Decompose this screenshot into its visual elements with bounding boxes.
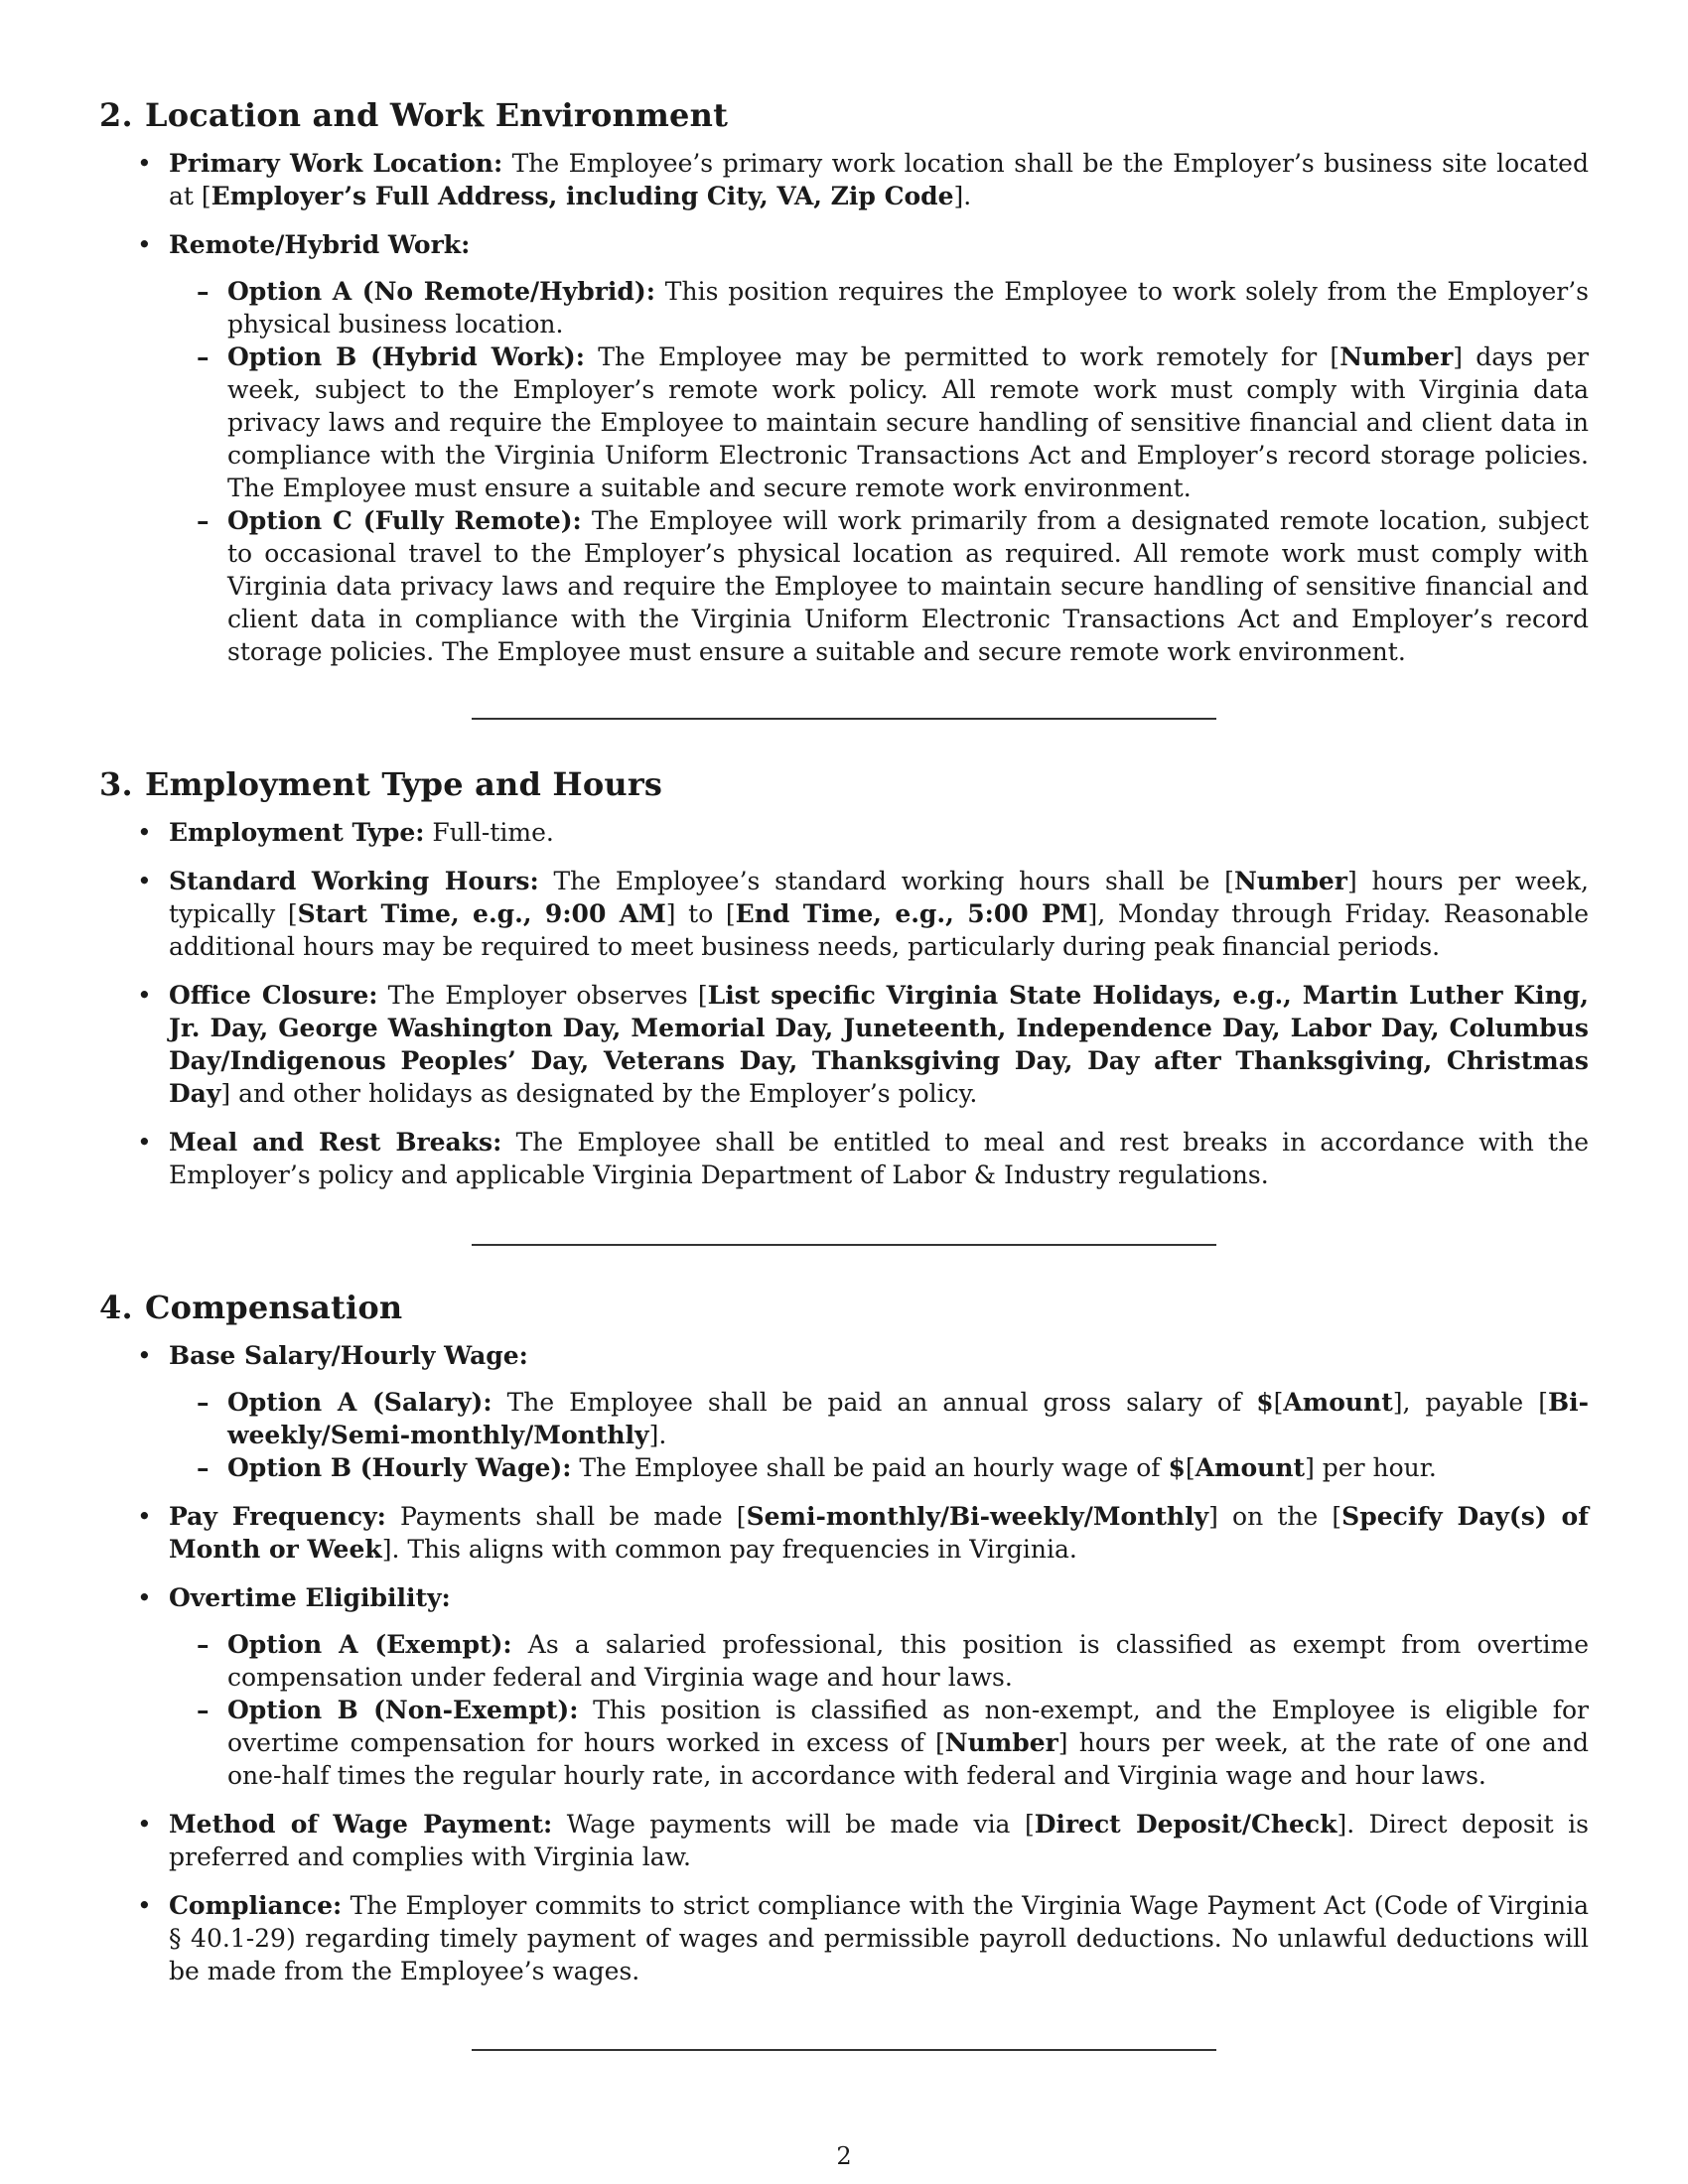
section-items xyxy=(99,147,1589,668)
list-item-pay-frequency xyxy=(99,1500,1589,1566)
list-item-method-of-wage-payment xyxy=(99,1808,1589,1873)
item-text: ] to [ xyxy=(665,899,736,928)
option-a-exempt xyxy=(167,1628,1589,1694)
item-text: ]. This aligns with common pay frequencies in Virginia. xyxy=(381,1535,1077,1564)
list-item-standard-working-hours xyxy=(99,865,1589,963)
option-c-fully-remote xyxy=(167,504,1589,668)
list-item-overtime-eligibility xyxy=(99,1581,1589,1792)
item-label: Pay Frequency: xyxy=(169,1502,386,1531)
section-divider xyxy=(472,1244,1216,1246)
item-text: Full-time. xyxy=(424,818,554,847)
placeholder-field: Amount xyxy=(1195,1453,1306,1482)
list-item-remote-hybrid-work xyxy=(99,228,1589,668)
section-location-work-environment xyxy=(99,95,1589,684)
item-text: Wage payments will be made via [ xyxy=(552,1810,1035,1839)
item-text: The Employee shall be entitled to meal and rest breaks in accordance with the Employer’s policy and applicable Virginia Department of Labor & Industry regulations. xyxy=(169,1128,1589,1189)
option-label: Option B (Hybrid Work): xyxy=(227,342,585,371)
section-items xyxy=(99,816,1589,1191)
placeholder-field: Direct Deposit/Check xyxy=(1034,1810,1337,1839)
option-text: The Employee may be permitted to work remotely for [ xyxy=(585,342,1340,371)
list-item-base-salary-hourly-wage xyxy=(99,1339,1589,1484)
section-divider xyxy=(472,718,1216,720)
placeholder-field: List specific Virginia State Holidays, e.g., Martin Luther King, Jr. Day, George Washington Day, Memorial Day, Juneteenth, Independence Day, Labor Day, Columbus Day/Indigenous Peoples’ Day, Veterans Day, Thanksgiving Day, Day after Thanksgiving, Christmas Day xyxy=(169,981,1589,1108)
item-text: ] and other holidays as designated by the Employer’s policy. xyxy=(220,1079,978,1108)
section-number: 2. xyxy=(99,96,133,134)
item-label: Base Salary/Hourly Wage: xyxy=(169,1341,528,1370)
section-heading xyxy=(99,95,1589,135)
option-b-hybrid xyxy=(167,341,1589,504)
list-item-primary-work-location xyxy=(99,147,1589,212)
option-text: This position is classified as non-exempt, and the Employee is eligible for overtime compensation for hours worked in excess of [ xyxy=(227,1696,1589,1757)
section-heading xyxy=(99,764,1589,804)
section-title: Employment Type and Hours xyxy=(145,765,663,803)
section-title: Compensation xyxy=(145,1289,403,1326)
placeholder-field: Amount xyxy=(1283,1388,1393,1417)
currency-symbol: $ xyxy=(1256,1388,1274,1417)
placeholder-field: Number xyxy=(1339,342,1454,371)
option-text: ] per hour. xyxy=(1305,1453,1437,1482)
option-label: Option B (Non-Exempt): xyxy=(227,1696,579,1724)
option-text: ] days per week, subject to the Employer’s remote work policy. All remote work must comply with Virginia data privacy laws and require the Employee to maintain secure handling of sensitive financial and client data in compliance with the Virginia Uniform Electronic Transactions Act and Employer’s record storage policies. The Employee must ensure a suitable and secure remote work environment. xyxy=(227,342,1589,502)
item-label: Office Closure: xyxy=(169,981,378,1010)
placeholder-field: Semi-monthly/Bi-weekly/Monthly xyxy=(746,1502,1209,1531)
option-list xyxy=(169,1628,1589,1792)
currency-symbol: $ xyxy=(1168,1453,1186,1482)
section-heading xyxy=(99,1288,1589,1327)
placeholder-field: Specify Day(s) of Month or Week xyxy=(169,1502,1589,1564)
placeholder-field: Bi-weekly/Semi-monthly/Monthly xyxy=(227,1388,1589,1449)
option-label: Option B (Hourly Wage): xyxy=(227,1453,572,1482)
option-text: ], payable [ xyxy=(1392,1388,1548,1417)
option-a-no-remote xyxy=(167,275,1589,341)
option-list xyxy=(169,275,1589,668)
item-text: The Employee’s primary work location shall be the Employer’s business site located at [ xyxy=(169,149,1589,210)
section-number: 4. xyxy=(99,1289,133,1326)
section-number: 3. xyxy=(99,765,133,803)
option-b-hourly-wage xyxy=(167,1451,1589,1484)
option-label: Option C (Fully Remote): xyxy=(227,506,582,535)
option-text: As a salaried professional, this position is classified as exempt from overtime compensation under federal and Virginia wage and hour laws. xyxy=(227,1630,1589,1692)
list-item-office-closure xyxy=(99,979,1589,1110)
section-items xyxy=(99,1339,1589,1987)
option-list xyxy=(169,1386,1589,1484)
section-divider xyxy=(472,2049,1216,2051)
list-item-employment-type xyxy=(99,816,1589,849)
option-a-salary xyxy=(167,1386,1589,1451)
item-text: ] hours per week, typically [ xyxy=(169,867,1589,928)
item-text: The Employee’s standard working hours shall be [ xyxy=(538,867,1234,895)
option-text: [ xyxy=(1273,1388,1284,1417)
item-text: ]. xyxy=(953,182,972,210)
option-label: Option A (Salary): xyxy=(227,1388,492,1417)
section-compensation xyxy=(99,1288,1589,2003)
item-label: Standard Working Hours: xyxy=(169,867,539,895)
placeholder-field: Start Time, e.g., 9:00 AM xyxy=(297,899,666,928)
option-text: [ xyxy=(1185,1453,1196,1482)
option-text: This position requires the Employee to work solely from the Employer’s physical business location. xyxy=(227,277,1590,339)
option-text: The Employee shall be paid an hourly wage of xyxy=(571,1453,1169,1482)
item-label: Meal and Rest Breaks: xyxy=(169,1128,502,1157)
option-b-non-exempt xyxy=(167,1694,1589,1792)
page-number: 2 xyxy=(836,2142,852,2170)
option-label: Option A (No Remote/Hybrid): xyxy=(227,277,655,306)
section-employment-type-hours xyxy=(99,764,1589,1207)
item-text: The Employer observes [ xyxy=(377,981,708,1010)
section-title: Location and Work Environment xyxy=(145,96,729,134)
item-text: ]. Direct deposit is preferred and complies with Virginia law. xyxy=(169,1810,1589,1871)
option-text: The Employee shall be paid an annual gross salary of xyxy=(492,1388,1257,1417)
item-label: Overtime Eligibility: xyxy=(169,1583,451,1612)
list-item-meal-rest-breaks xyxy=(99,1126,1589,1191)
item-label: Compliance: xyxy=(169,1891,343,1920)
placeholder-field: Number xyxy=(944,1728,1058,1757)
option-label: Option A (Exempt): xyxy=(227,1630,512,1659)
item-label: Remote/Hybrid Work: xyxy=(169,230,471,259)
list-item-compliance xyxy=(99,1889,1589,1987)
option-text: The Employee will work primarily from a designated remote location, subject to occasional travel to the Employer’s physical location as required. All remote work must comply with Virginia data privacy laws and require the Employee to maintain secure handling of sensitive financial and client data in compliance with the Virginia Uniform Electronic Transactions Act and Employer’s record storage policies. The Employee must ensure a suitable and secure remote work environment. xyxy=(227,506,1590,666)
item-label: Employment Type: xyxy=(169,818,425,847)
option-text: ] hours per week, at the rate of one and one-half times the regular hourly rate, in accordance with federal and Virginia wage and hour laws. xyxy=(227,1728,1590,1790)
item-text: ] on the [ xyxy=(1208,1502,1342,1531)
placeholder-field: End Time, e.g., 5:00 PM xyxy=(735,899,1088,928)
option-text: ]. xyxy=(648,1421,667,1449)
item-text: The Employer commits to strict compliance with the Virginia Wage Payment Act (Code of Virginia § 40.1-29) regarding timely payment of wages and permissible payroll deductions. No unlawful deductions will be made from the Employee’s wages. xyxy=(169,1891,1589,1985)
placeholder-field: Number xyxy=(1233,867,1347,895)
item-text: ], Monday through Friday. Reasonable additional hours may be required to meet business needs, particularly during peak financial periods. xyxy=(169,899,1590,961)
item-label: Primary Work Location: xyxy=(169,149,503,178)
item-text: Payments shall be made [ xyxy=(385,1502,747,1531)
placeholder-field: Employer’s Full Address, including City, VA, Zip Code xyxy=(211,182,954,210)
item-label: Method of Wage Payment: xyxy=(169,1810,553,1839)
